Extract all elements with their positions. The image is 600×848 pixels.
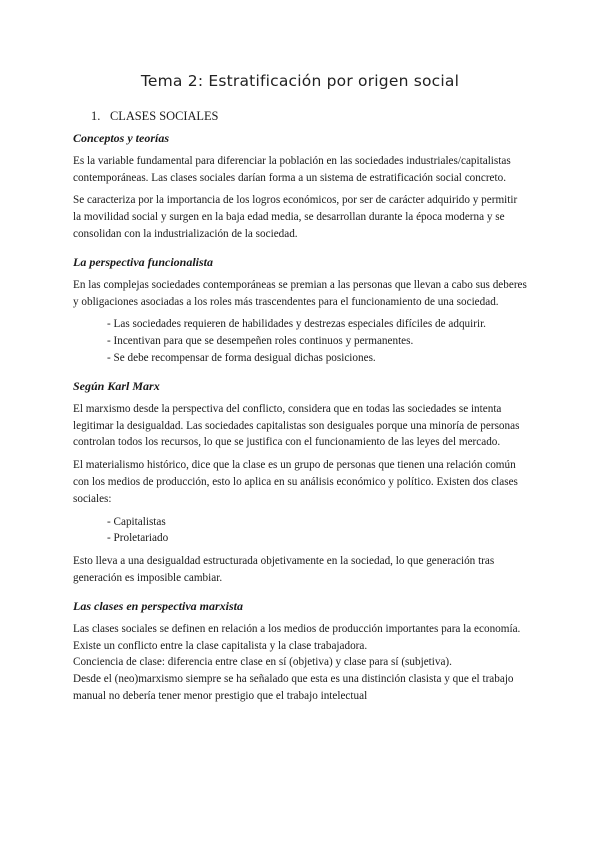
subheading-marx: Según Karl Marx <box>73 378 160 393</box>
paragraph: En las complejas sociedades contemporáneas se premian a las personas que llevan a cabo sus deberes y obligaciones asociadas a los roles más trascendentes para el funcionamiento de una sociedad. <box>73 278 527 308</box>
section-heading-text: CLASES SOCIALES <box>110 109 219 123</box>
paragraph: Desde el (neo)marxismo siempre se ha señalado que esta es una distinción clasista y que el trabajo manual no debería tener menor prestigio que el trabajo intelectual <box>73 673 514 702</box>
document-body <box>73 108 528 705</box>
paragraph: Conciencia de clase: diferencia entre clase en sí (objetiva) y clase para sí (subjetiva). <box>73 656 452 669</box>
section-number: 1. <box>91 109 101 123</box>
subheading-marxista: Las clases en perspectiva marxista <box>73 598 243 613</box>
paragraph: El marxismo desde la perspectiva del conflicto, considera que en todas las sociedades se intenta legitimar la desigualdad. Las sociedades capitalistas son desiguales porque una minoría de personas controlan todos los recursos, lo que se justifica con el funcionamiento de las leyes del mercado. <box>73 402 520 449</box>
dash-list <box>73 514 528 548</box>
document-title: Tema 2: Estratificación por origen social <box>140 72 460 90</box>
paragraph: Es la variable fundamental para diferenciar la población en las sociedades industriales/capitalistas contemporáneas. Las clases sociales darían forma a un sistema de estratificación social concreto. <box>73 154 511 184</box>
subheading-conceptos: Conceptos y teorías <box>73 130 169 145</box>
list-item: - Capitalistas <box>107 515 166 528</box>
list-item: - Se debe recompensar de forma desigual dichas posiciones. <box>107 351 376 364</box>
paragraph: Esto lleva a una desigualdad estructurada objetivamente en la sociedad, lo que generación tras generación es imposible cambiar. <box>73 555 495 584</box>
list-item: - Incentivan para que se desempeñen roles continuos y permanentes. <box>107 335 414 348</box>
dash-list <box>73 316 528 366</box>
paragraph: Se caracteriza por la importancia de los logros económicos, por ser de carácter adquirido y permitir la movilidad social y surgen en la baja edad media, se desarrollan durante la época moderna y se consolidan con la industrialización de la sociedad. <box>73 194 518 240</box>
list-item: - Las sociedades requieren de habilidades y destrezas especiales difíciles de adquirir. <box>107 318 486 331</box>
paragraph: Las clases sociales se definen en relación a los medios de producción importantes para la economía. Existe un conflicto entre la clase capitalista y la clase trabajadora. <box>73 622 521 652</box>
section-heading <box>91 108 528 125</box>
subheading-funcionalista: La perspectiva funcionalista <box>73 254 213 269</box>
list-item: - Proletariado <box>107 532 169 545</box>
paragraph: El materialismo histórico, dice que la clase es un grupo de personas que tienen una relación común con los medios de producción, esto lo aplica en su análisis económico y político. Existen dos clases sociales: <box>73 459 518 505</box>
